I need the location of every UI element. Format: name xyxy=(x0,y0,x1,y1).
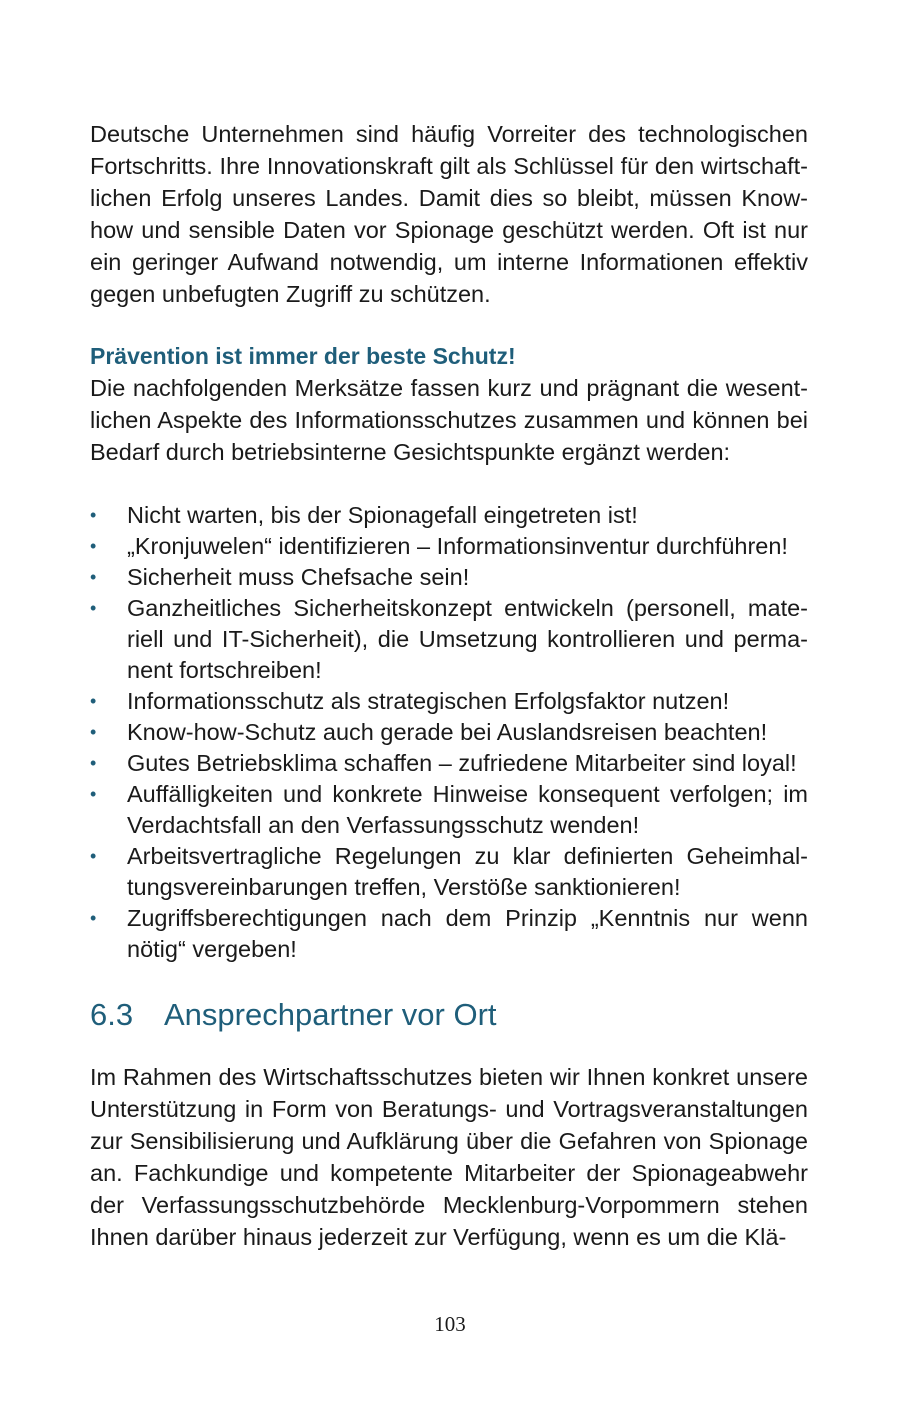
bullet-icon: • xyxy=(90,846,97,866)
section-paragraph: Im Rahmen des Wirtschaftsschutzes bieten wir Ihnen konkret unsere Unterstützung in Form von Beratungs- und Vortragsveranstaltungen zur Sensibilisierung und Aufklärung über die Gefahren von Spionage an. Fachkundige und kompetente Mitarbeiter der Spionageabwehr der Verfassungsschutzbehörde Mecklenburg-Vorpommern stehen Ihnen darüber hinaus jederzeit zur Verfügung, wenn es um die Klä- xyxy=(90,1064,808,1250)
bullet-item xyxy=(90,841,808,903)
page-number: 103 xyxy=(434,1312,466,1336)
intro-paragraph: Deutsche Unternehmen sind häufig Vorreiter des technologischen Fortschritts. Ihre Innovationskraft gilt als Schlüssel für den wirtschaftlichen Erfolg unseres Landes. Damit dies so bleibt, müssen Know-how und sensible Daten vor Spionage geschützt werden. Oft ist nur ein geringer Aufwand notwendig, um interne Informationen effektiv gegen unbefugten Zugriff zu schützen. xyxy=(90,121,808,307)
bullet-icon: • xyxy=(90,691,97,711)
bullet-icon: • xyxy=(90,567,97,587)
bullet-list xyxy=(90,500,808,965)
bullet-text: Ganzheitliches Sicherheitskonzept entwickeln (personell, materiell und IT-Sicherheit), die Umsetzung kontrollieren und permanent fortschreiben! xyxy=(127,595,808,683)
bullet-icon: • xyxy=(90,784,97,804)
bullet-text: Sicherheit muss Chefsache sein! xyxy=(127,564,470,590)
bullet-icon: • xyxy=(90,598,97,618)
bullet-text: Zugriffsberechtigungen nach dem Prinzip „Kenntnis nur wenn nötig“ vergeben! xyxy=(127,905,808,962)
bullet-text: Auffälligkeiten und konkrete Hinweise konsequent verfolgen; im Verdachtsfall an den Verfassungsschutz wenden! xyxy=(127,781,808,838)
bullet-icon: • xyxy=(90,722,97,742)
prevention-heading: Prävention ist immer der beste Schutz! xyxy=(90,343,516,369)
bullet-item xyxy=(90,500,808,531)
bullet-item xyxy=(90,686,808,717)
bullet-text: Informationsschutz als strategischen Erfolgsfaktor nutzen! xyxy=(127,688,730,714)
section-number: 6.3 xyxy=(90,997,134,1032)
bullet-text: Know-how-Schutz auch gerade bei Auslandsreisen beachten! xyxy=(127,719,768,745)
bullet-item xyxy=(90,531,808,562)
section-title: Ansprechpartner vor Ort xyxy=(164,997,497,1032)
bullet-text: Arbeitsvertragliche Regelungen zu klar definierten Geheimhaltungsvereinbarungen treffen, Verstöße sanktionieren! xyxy=(127,843,808,900)
bullet-item xyxy=(90,903,808,965)
bullet-icon: • xyxy=(90,753,97,773)
bullet-text: Nicht warten, bis der Spionagefall eingetreten ist! xyxy=(127,502,638,528)
bullet-item xyxy=(90,562,808,593)
bullet-icon: • xyxy=(90,908,97,928)
bullet-text: „Kronjuwelen“ identifizieren – Informationsinventur durchführen! xyxy=(127,533,788,559)
bullet-item xyxy=(90,717,808,748)
bullet-item xyxy=(90,748,808,779)
bullet-text: Gutes Betriebsklima schaffen – zufriedene Mitarbeiter sind loyal! xyxy=(127,750,797,776)
bullet-item xyxy=(90,593,808,686)
page-content xyxy=(90,118,808,1253)
bullet-item xyxy=(90,779,808,841)
prevention-paragraph: Die nachfolgenden Merksätze fassen kurz und prägnant die wesentlichen Aspekte des Informationsschutzes zusammen und können bei Bedarf durch betriebsinterne Gesichtspunkte ergänzt werden: xyxy=(90,375,808,465)
bullet-icon: • xyxy=(90,536,97,556)
section-heading xyxy=(90,995,808,1035)
bullet-icon: • xyxy=(90,505,97,525)
